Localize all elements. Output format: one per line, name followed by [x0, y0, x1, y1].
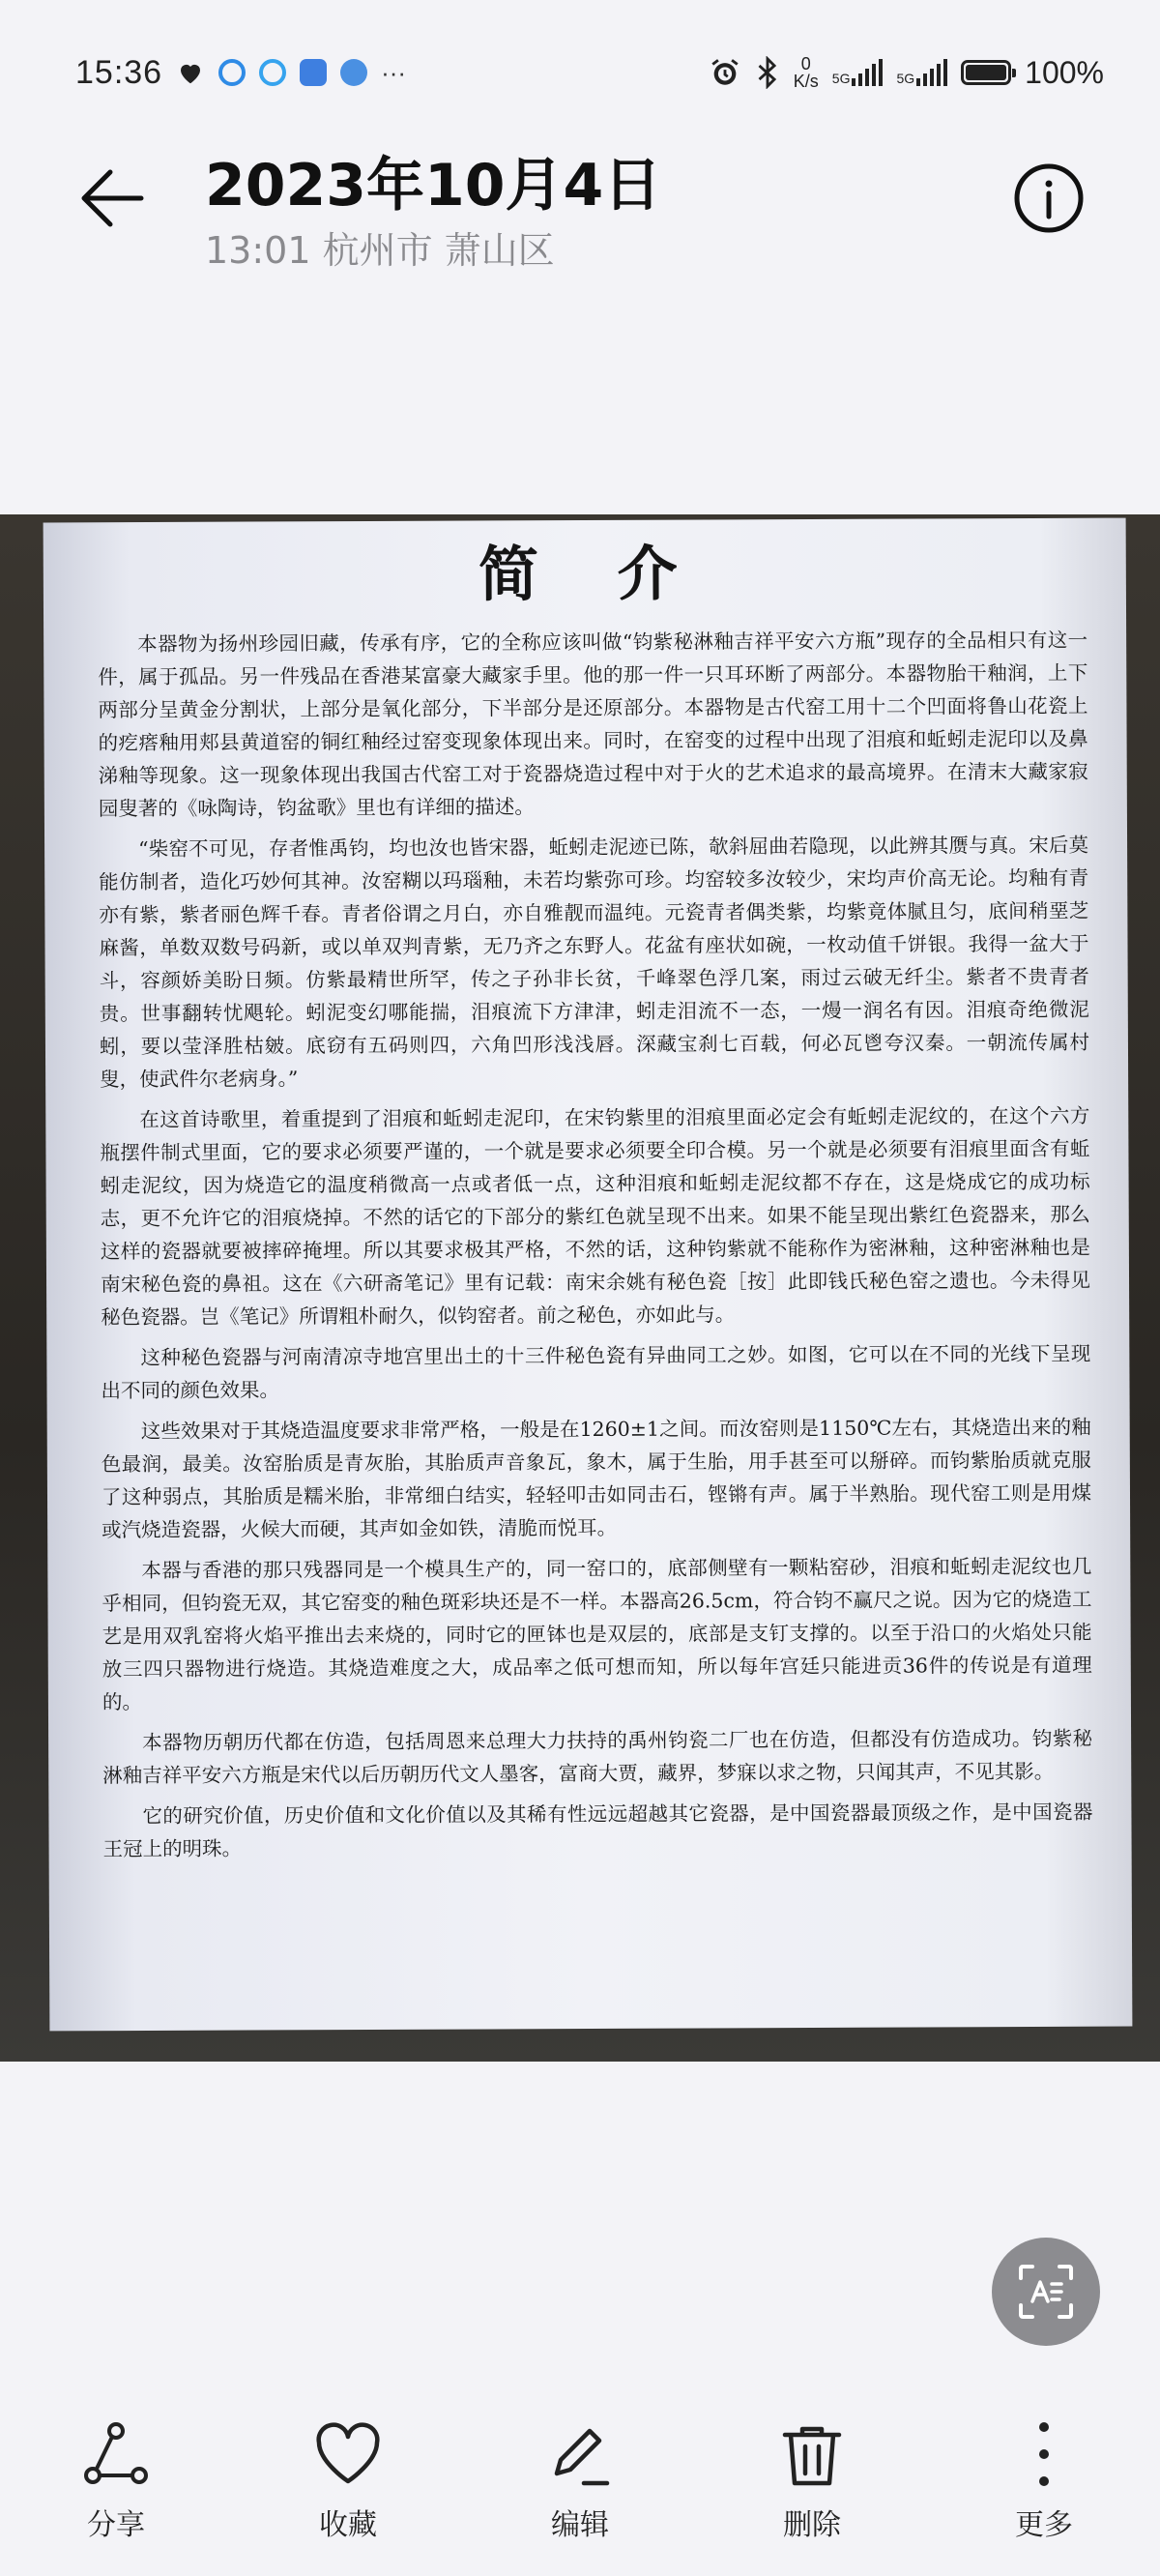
share-icon [79, 2417, 153, 2491]
share-button[interactable] [19, 2417, 213, 2543]
network-speed-unit: K/s [793, 72, 819, 91]
more-vertical-icon [1007, 2417, 1081, 2491]
photo-date-title: 2023年10月4日 [205, 152, 662, 220]
network-speed-value: 0 [800, 54, 811, 73]
signal-bars-icon [852, 59, 883, 86]
status-left [75, 54, 406, 92]
trash-icon [775, 2417, 849, 2491]
document-paragraph: 本器物历朝历代都在仿造，包括周恩来总理大力扶持的禹州钧瓷二厂也在仿造，但都没有仿造成功。钧紫秘淋釉吉祥平安六方瓶是宋代以后历朝历代文人墨客，富商大贾，藏界，梦寐以求之物，只闻其声，不见其影。 [102, 1726, 1093, 1788]
signal-label: 5G [896, 71, 915, 86]
status-time: 15:36 [75, 53, 163, 91]
status-right [709, 55, 1104, 91]
document-paragraph: 本器与香港的那只残器同是一个模具生产的，同一窑口的，底部侧壁有一颗粘窑砂，泪痕和蚯蚓走泥纹也几乎相同，但钧瓷无双，其它窑变的釉色斑彩块还是不一样。本器高26.5cm，符合钧不赢尺之说。因为它的烧造工艺是用双乳窑将火焰平推出去来烧的，同时它的匣钵也是双层的，底部是支钉支撑的。以至于沿口的火焰处只能放三四只器物进行烧造。其烧造难度之大，成品率之低可想而知，所以每年宫廷只能进贡36件的传说是有道理的。 [102, 1554, 1092, 1714]
document-paragraph: 它的研究价值，历史价值和文化价值以及其稀有性远远超越其它瓷器，是中国瓷器最顶级之作，是中国瓷器王冠上的明珠。 [102, 1800, 1093, 1861]
document-paragraph: 本器物为扬州珍园旧藏，传承有序，它的全称应该叫做“钧紫秘淋釉吉祥平安六方瓶”现存的全品相只有这一件，属于孤品。另一件残品在香港某富豪大藏家手里。他的那一件一只耳环断了两部分。本器物胎干釉润，上下两部分呈黄金分割状，上部分是氧化部分，下半部分是还原部分。本器物是古代窑工用十二个凹面将鲁山花瓷上的疙瘩釉用郏县黄道窑的铜红釉经过窑变现象体现出来。同时，在窑变的过程中出现了泪痕和蚯蚓走泥印以及鼻涕釉等现象。这一现象体现出我国古代窑工对于瓷器烧造过程中对于火的艺术追求的最高境界。在清末大藏家寂园叟著的《咏陶诗，钧盆歌》里也有详细的描述。 [98, 628, 1088, 821]
edit-button[interactable] [483, 2417, 677, 2543]
photo-time-location: 13:01 杭州市 萧山区 [205, 229, 555, 272]
signal-2 [896, 59, 947, 86]
more-button[interactable] [947, 2417, 1141, 2543]
info-icon [1005, 155, 1092, 242]
signal-bars-icon [916, 59, 947, 86]
delete-button[interactable] [715, 2417, 909, 2543]
network-speed [794, 55, 819, 90]
heart-icon [311, 2417, 385, 2491]
document-paragraph: 这种秘色瓷器与河南清凉寺地宫里出土的十三件秘色瓷有异曲同工之妙。如图，它可以在不同的光线下呈现出不同的颜色效果。 [101, 1341, 1091, 1403]
share-label: 分享 [87, 2508, 145, 2542]
more-notifications-icon: ··· [381, 57, 407, 87]
signal-label: 5G [831, 71, 851, 86]
pencil-icon [543, 2417, 617, 2491]
document-paragraph: “柴窑不可见，存者惟禹钧，均也汝也皆宋器，蚯蚓走泥迹已陈，欹斜屈曲若隐现，以此辨其赝与真。宋后莫能仿制者，造化巧妙何其神。汝窑糊以玛瑙釉，未若均紫弥可珍。均窑较多汝较少，宋均声价高无论。均釉有青亦有紫，紫者丽色辉千春。青者俗谓之月白，亦自雅靓而温纯。元瓷青者偶类紫，均紫竟体腻且匀，底间稍堊芝麻酱，单数双数号码新，或以单双判青紫，无乃齐之东野人。花盆有座状如碗，一枚动值千饼银。我得一盆大于斗，容颜娇美盼日频。仿紫最精世所罕，传之子孙非长贫，千峰翠色浮几案，雨过云破无纤尘。紫者不贵青者贵。世事翻转忧飓轮。蚓泥变幻哪能揣，泪痕流下方津津，蚓走泪流不一态，一熳一润名有因。泪痕奇绝微泥蚓，要以莹泽胜枯皴。底窃有五码则四，六角凹形浅浅唇。深藏宝刹七百载，何必瓦鬯夸汉秦。一朝流传属村叟，使武件尔老病身。” [99, 833, 1090, 1092]
alarm-icon [709, 56, 741, 89]
battery-icon [961, 60, 1011, 85]
heart-shield-notification-icon [176, 58, 205, 87]
app-notification-icon [340, 59, 367, 86]
info-button[interactable] [1005, 155, 1092, 242]
text-recognition-icon [1015, 2261, 1077, 2323]
text-recognition-button[interactable] [992, 2238, 1100, 2346]
photo-header [0, 145, 1160, 272]
document-title: 简 介 [478, 538, 707, 610]
more-label: 更多 [1015, 2508, 1073, 2542]
bluetooth-icon [755, 56, 780, 89]
document-paragraph: 在这首诗歌里，着重提到了泪痕和蚯蚓走泥印，在宋钧紫里的泪痕里面必定会有蚯蚓走泥纹的，在这个六方瓶摆件制式里面，它的要求必须要严谨的，一个就是要求必须要全印合模。另一个就是必须要有泪痕里面含有蚯蚓走泥纹，因为烧造它的温度稍微高一点或者低一点，这种泪痕和蚯蚓走泥纹都不存在，这是烧成它的成功标志，更不允许它的泪痕烧掉。不然的话它的下部分的紫红色就呈现不出来。如果不能呈现出紫红色瓷器来，那么这样的瓷器就要被摔碎掩埋。所以其要求极其严格，不然的话，这种钧紫就不能称作为密淋釉，这种密淋釉也是南宋秘色瓷的鼻祖。这在《六研斋笔记》里有记载：南宋余姚有秘色瓷［按］此即钱氏秘色窑之遗也。今未得见秘色瓷器。岂《笔记》所谓粗朴耐久，似钧窑者。前之秘色，亦如此与。 [100, 1103, 1091, 1330]
status-bar [0, 0, 1160, 145]
app-notification-icon [300, 59, 327, 86]
favorite-button[interactable] [251, 2417, 445, 2543]
app-notification-icon [259, 59, 286, 86]
back-button[interactable] [72, 155, 159, 242]
app-notification-icon [218, 59, 246, 86]
edit-label: 编辑 [551, 2508, 609, 2542]
battery-percent: 100% [1025, 54, 1104, 90]
bottom-toolbar [0, 2417, 1160, 2576]
arrow-left-icon [72, 155, 159, 242]
document-page [44, 518, 1133, 2032]
signal-1 [832, 59, 884, 86]
delete-label: 删除 [783, 2508, 841, 2542]
photo-viewer[interactable] [0, 514, 1160, 2062]
favorite-label: 收藏 [319, 2508, 377, 2542]
document-paragraph: 这些效果对于其烧造温度要求非常严格，一般是在1260±1之间。而汝窑则是1150℃左右，其烧造出来的釉色最润，最美。汝窑胎质是青灰胎，其胎质声音象瓦，象木，属于生胎，用手甚至可以掰碎。而钧紫胎质就克服了这种弱点，其胎质是糯米胎，非常细白结实，轻轻叩击如同击石，铿锵有声。属于半熟胎。现代窑工则是用煤或汽烧造瓷器，火候大而硬，其声如金如铁，清脆而悦耳。 [101, 1415, 1092, 1542]
